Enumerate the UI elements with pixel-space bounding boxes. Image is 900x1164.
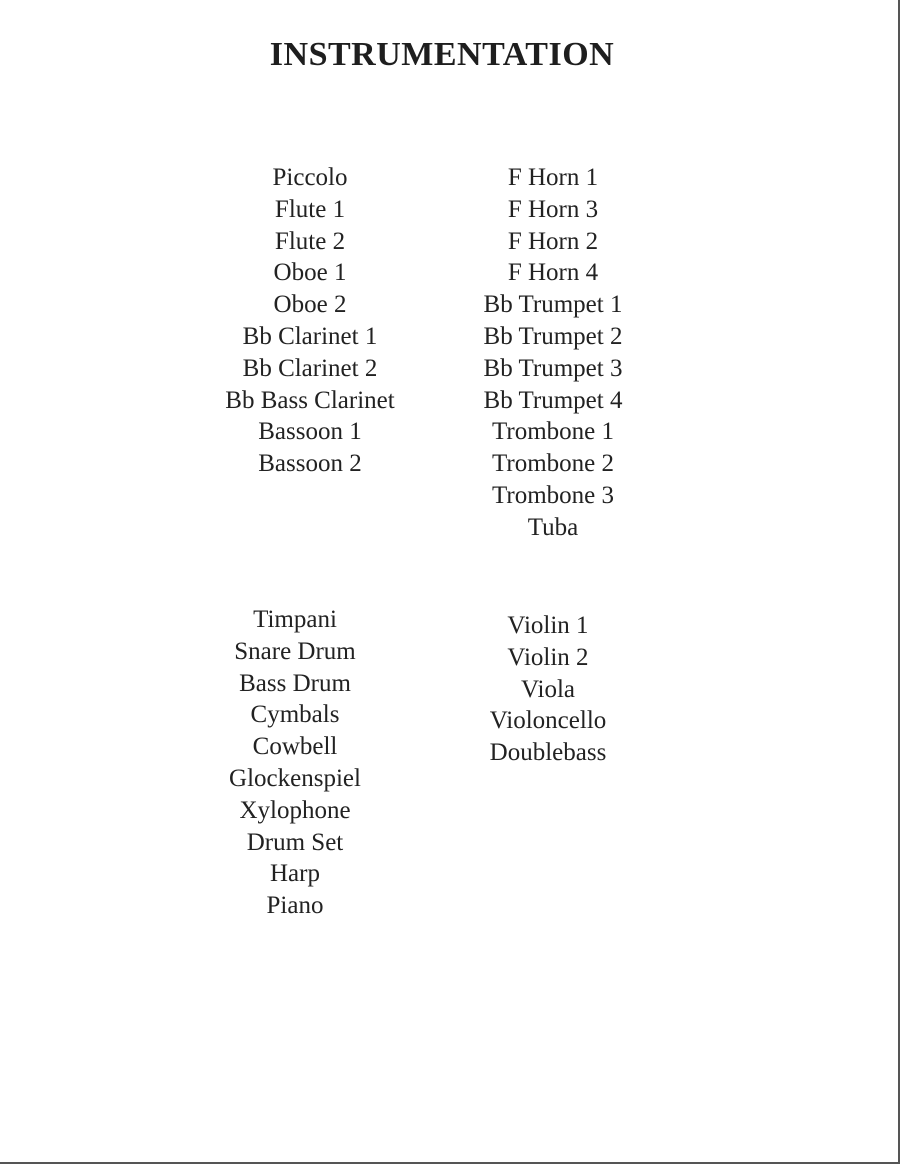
woodwinds-list bbox=[210, 162, 410, 480]
instrument-item: Trombone 1 bbox=[491, 418, 614, 446]
instrument-item: Bb Bass Clarinet bbox=[225, 386, 395, 414]
instrument-item: Drum Set bbox=[246, 828, 344, 856]
instrument-item: Harp bbox=[270, 860, 320, 888]
brass-list bbox=[453, 162, 653, 544]
instrument-item: Trombone 3 bbox=[491, 481, 614, 509]
instrument-item: Bassoon 2 bbox=[258, 450, 362, 478]
instrument-item: Piano bbox=[266, 892, 324, 920]
instrument-item: Tuba bbox=[527, 513, 579, 541]
page-title: INSTRUMENTATION bbox=[269, 36, 615, 73]
instrument-item: Snare Drum bbox=[234, 637, 356, 665]
instrument-item: Flute 1 bbox=[274, 195, 346, 223]
instrument-item: F Horn 3 bbox=[507, 195, 599, 223]
instrument-item: F Horn 1 bbox=[507, 164, 599, 191]
instrument-item: Doublebass bbox=[489, 739, 607, 767]
instrument-item: Violoncello bbox=[489, 707, 607, 735]
instrument-item: Piccolo bbox=[272, 164, 348, 191]
strings-list bbox=[448, 610, 648, 769]
instrument-item: Timpani bbox=[253, 606, 337, 633]
instrument-item: Bb Trumpet 1 bbox=[483, 291, 623, 319]
instrument-item: Oboe 1 bbox=[273, 259, 347, 287]
instrument-item: Oboe 2 bbox=[273, 291, 347, 319]
instrument-item: Xylophone bbox=[239, 796, 351, 824]
percussion-list bbox=[195, 604, 395, 922]
instrument-item: Violin 2 bbox=[507, 643, 589, 671]
instrument-item: F Horn 4 bbox=[507, 259, 599, 287]
instrument-item: Cowbell bbox=[252, 733, 338, 761]
instrument-item: Flute 2 bbox=[274, 227, 346, 255]
instrument-item: Viola bbox=[520, 675, 576, 703]
instrument-item: Glockenspiel bbox=[229, 764, 361, 792]
instrument-item: Bb Clarinet 2 bbox=[242, 354, 378, 382]
instrument-item: Trombone 2 bbox=[491, 450, 614, 478]
instrument-item: Bb Trumpet 4 bbox=[483, 386, 623, 414]
instrument-item: Bass Drum bbox=[239, 669, 351, 697]
instrument-item: Bb Clarinet 1 bbox=[242, 322, 378, 350]
instrument-item: Bb Trumpet 2 bbox=[483, 322, 623, 350]
instrument-item: Bassoon 1 bbox=[258, 418, 362, 446]
instrument-item: F Horn 2 bbox=[507, 227, 599, 255]
instrument-item: Violin 1 bbox=[507, 612, 589, 639]
instrument-item: Bb Trumpet 3 bbox=[483, 354, 623, 382]
instrument-item: Cymbals bbox=[250, 701, 340, 729]
